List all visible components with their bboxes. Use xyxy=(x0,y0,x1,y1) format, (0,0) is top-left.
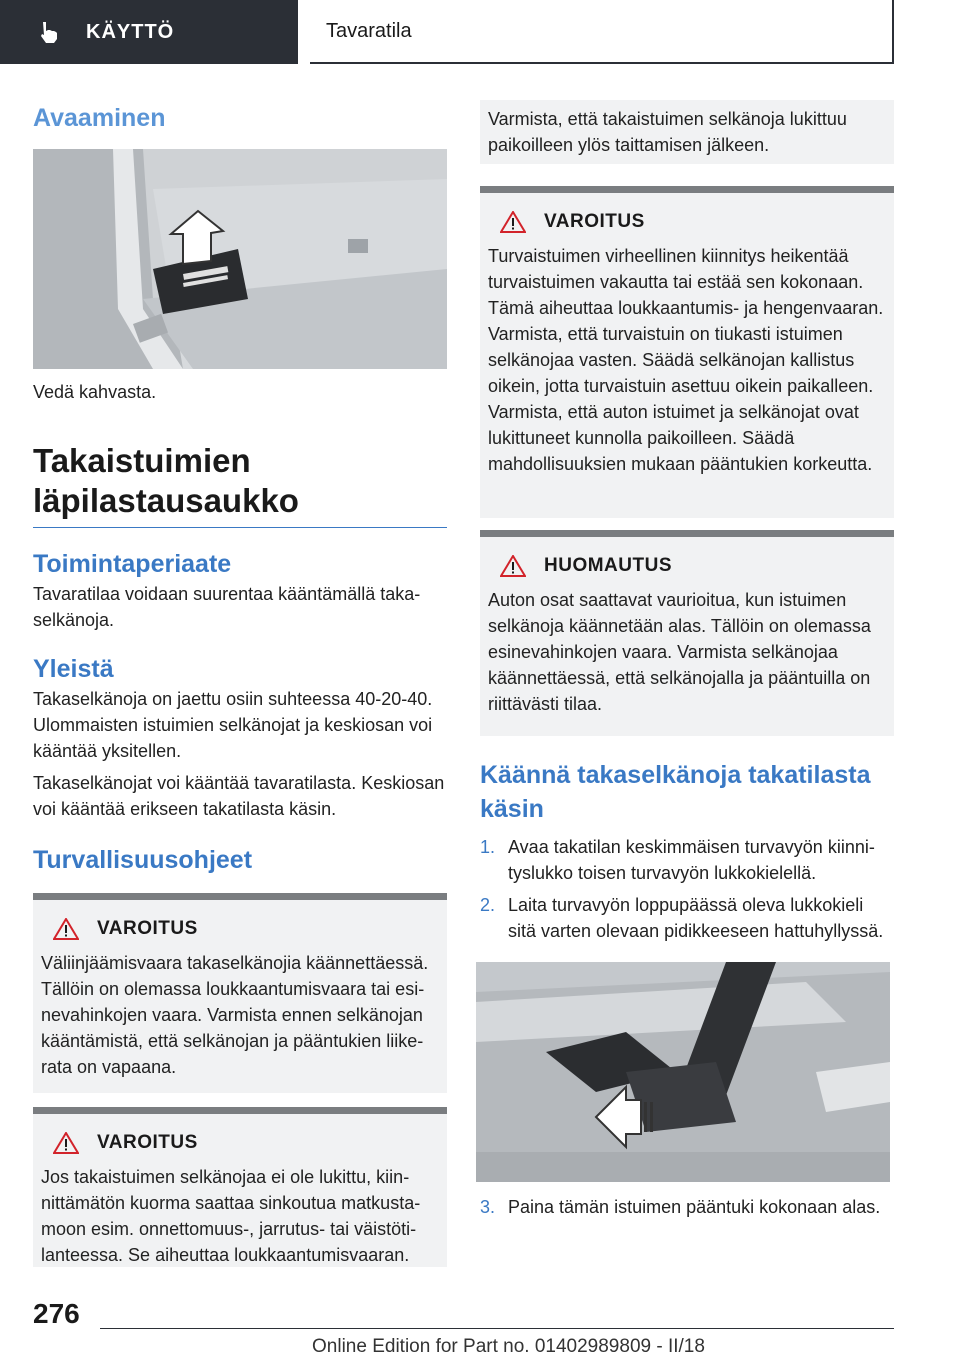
warning-text-3: Turvaistuimen virheellinen kiinnitys heikentää turvaistuimen vakautta tai estää sen kokonaan. Tämä aiheuttaa loukkaantumis- ja hengenvaaran. Varmista, että turvaistuin on tiukasti istuimen selkänojaa vasten. Säädä selkänojan kallistus oikein, jotta turvaistuin asettuu oikein paikalleen. Varmista, että auton istuimet ja selkänojat ovat lukittuneet kunnolla paikoilleen. Säädä mahdollisuuksien mukaan pääntukien korkeutta. xyxy=(488,246,884,474)
step-text: Paina tämän istuimen pääntuki kokonaan alas. xyxy=(508,1197,881,1217)
caption-pull-handle: Vedä kahvasta. xyxy=(33,382,157,402)
step-text: Avaa takatilan keskimmäisen turvavyön kiinnityslukko toisen turvavyön lukkokielellä. xyxy=(508,837,875,883)
warning-text-1: Väliinjäämisvaara takaselkänojia käännettäessä. Tällöin on olemassa loukkaantumisvaara tai esinevahinkojen vaara. Varmista ennen selkänojan kääntämistä, että selkänojan ja pääntukien liikerata on vapaana. xyxy=(41,953,429,1077)
warning-triangle-icon xyxy=(500,211,526,233)
step-number: 2. xyxy=(480,895,496,915)
heading-turvallisuusohjeet: Turvallisuusohjeet xyxy=(33,846,253,874)
hand-pointer-icon xyxy=(36,19,62,45)
notice-title-text: HUOMAUTUS xyxy=(544,555,672,576)
page-number: 276 xyxy=(33,1298,80,1329)
warning-title-text-2: VAROITUS xyxy=(97,1132,198,1153)
list-item xyxy=(480,892,894,944)
warning-box-2 xyxy=(33,1107,447,1267)
warning-triangle-icon xyxy=(53,1132,79,1154)
text-yleista-2: Takaselkänojat voi kääntää tavaratilasta. Keskiosan voi kääntää erikseen takatilasta käsin. xyxy=(33,773,445,819)
warning-box-1 xyxy=(33,893,447,1093)
warning-triangle-icon xyxy=(53,918,79,940)
warning-title-2 xyxy=(53,1132,439,1154)
chapter-header xyxy=(310,0,894,64)
list-item xyxy=(480,1194,894,1220)
text-yleista-1: Takaselkänoja on jaettu osiin suhteessa 40-20-40. Ulommaisten istuimien selkänojat ja keskiosan voi kääntää yksitellen. xyxy=(33,689,433,761)
warning-box-3 xyxy=(480,186,894,518)
right-column xyxy=(480,100,894,1226)
notice-title xyxy=(500,555,886,577)
footer-divider xyxy=(100,1328,894,1329)
step-text: Laita turvavyön loppupäässä oleva lukkokieli sitä varten olevaan pidikkeeseen hattuhyllyssä. xyxy=(508,895,884,941)
heading-yleista: Yleistä xyxy=(33,655,114,683)
notice-text: Auton osat saattavat vaurioitua, kun istuimen selkänoja käännetään alas. Tällöin on olemassa esinevahinkojen vaara. Varmista selkänojaa käännettäessä, että selkänojalla ja pääntuilla on riittävästi tilaa. xyxy=(488,590,871,714)
belt-tongue-illustration xyxy=(476,962,890,1182)
warning-title-text-3: VAROITUS xyxy=(544,211,645,232)
warning-title-3 xyxy=(500,211,886,233)
text-toimintaperiaate: Tavaratilaa voidaan suurentaa kääntämällä takaselkänoja. xyxy=(33,584,421,630)
footer-edition: Online Edition for Part no. 01402989809 - II/18 xyxy=(312,1336,705,1357)
step-number: 3. xyxy=(480,1197,496,1217)
warning-title-text-1: VAROITUS xyxy=(97,918,198,939)
note-lock-text: Varmista, että takaistuimen selkänoja lukittuu paikoilleen ylös taittamisen jälkeen. xyxy=(488,109,847,155)
steps-list-a xyxy=(480,834,894,944)
steps-list-b xyxy=(480,1194,894,1220)
warning-title-1 xyxy=(53,918,439,940)
warning-triangle-icon xyxy=(500,555,526,577)
notice-box xyxy=(480,530,894,736)
heading-avaaminen: Avaaminen xyxy=(33,104,166,132)
heading-toimintaperiaate: Toimintaperiaate xyxy=(33,550,232,578)
step-number: 1. xyxy=(480,837,496,857)
belt-tongue-photo xyxy=(476,962,890,1182)
heading-main: Takaistuimien läpilastausaukko xyxy=(33,441,447,528)
list-item xyxy=(480,834,894,886)
header-section-tab xyxy=(0,0,298,64)
trunk-handle-illustration xyxy=(33,149,447,369)
warning-text-2: Jos takaistuimen selkänojaa ei ole lukittu, kiinnittämätön kuorma saattaa sinkoutua matkustamoon esim. onnettomuus-, jarrutus- tai väistötilanteessa. Se aiheuttaa loukkaantumisvaaran. xyxy=(41,1167,421,1265)
left-column xyxy=(33,100,447,1267)
trunk-handle-photo xyxy=(33,149,447,369)
section-title: KÄYTTÖ xyxy=(86,20,175,43)
chapter-title: Tavaratila xyxy=(326,19,412,42)
heading-kaanna: Käännä takaselkänoja takatilasta käsin xyxy=(480,761,871,823)
note-lock-box xyxy=(480,100,894,164)
